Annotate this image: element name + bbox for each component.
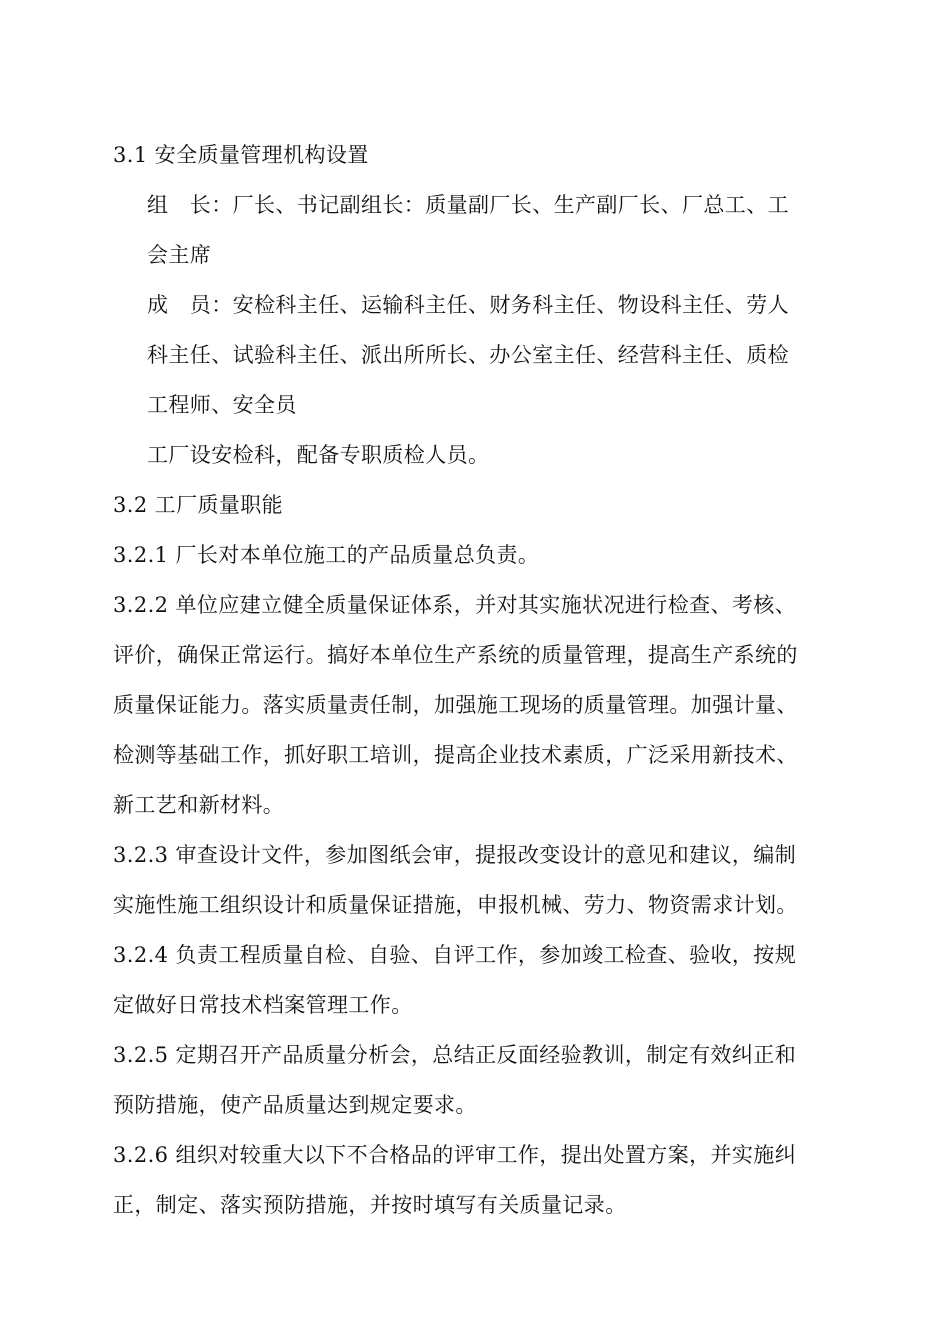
clause-3-2-2-cont-2: 质量保证能力。落实质量责任制，加强施工现场的质量管理。加强计量、 (113, 693, 798, 717)
clause-3-2-2: 3.2.2 单位应建立健全质量保证体系，并对其实施状况进行检查、考核、 (113, 593, 797, 617)
clause-3-2-1: 3.2.1 厂长对本单位施工的产品质量总负责。 (113, 543, 540, 567)
group-leader-line: 组 长：厂长、书记副组长：质量副厂长、生产副厂长、厂总工、工 (147, 193, 789, 217)
members-line-cont-2: 工程师、安全员 (147, 393, 297, 417)
section-heading-3-2: 3.2 工厂质量职能 (113, 493, 284, 517)
members-line: 成 员：安检科主任、运输科主任、财务科主任、物设科主任、劳人 (147, 293, 789, 317)
clause-3-2-3: 3.2.3 审查设计文件，参加图纸会审，提报改变设计的意见和建议，编制 (113, 843, 797, 867)
clause-3-2-6: 3.2.6 组织对较重大以下不合格品的评审工作，提出处置方案，并实施纠 (113, 1143, 797, 1167)
clause-3-2-2-cont-4: 新工艺和新材料。 (113, 793, 285, 817)
inspection-dept-line: 工厂设安检科，配备专职质检人员。 (147, 443, 490, 467)
clause-3-2-5: 3.2.5 定期召开产品质量分析会，总结正反面经验教训，制定有效纠正和 (113, 1043, 797, 1067)
clause-3-2-3-cont: 实施性施工组织设计和质量保证措施，申报机械、劳力、物资需求计划。 (113, 893, 798, 917)
clause-3-2-4: 3.2.4 负责工程质量自检、自验、自评工作，参加竣工检查、验收，按规 (113, 943, 797, 967)
group-leader-line-cont: 会主席 (147, 243, 212, 267)
clause-3-2-2-cont-3: 检测等基础工作，抓好职工培训，提高企业技术素质，广泛采用新技术、 (113, 743, 798, 767)
clause-3-2-4-cont: 定做好日常技术档案管理工作。 (113, 993, 413, 1017)
document-body (113, 130, 843, 1230)
section-heading-3-1: 3.1 安全质量管理机构设置 (113, 143, 369, 167)
clause-3-2-6-cont: 正，制定、落实预防措施，并按时填写有关质量记录。 (113, 1193, 627, 1217)
clause-3-2-2-cont-1: 评价，确保正常运行。搞好本单位生产系统的质量管理，提高生产系统的 (113, 643, 798, 667)
clause-3-2-5-cont: 预防措施，使产品质量达到规定要求。 (113, 1093, 477, 1117)
members-line-cont-1: 科主任、试验科主任、派出所所长、办公室主任、经营科主任、质检 (147, 343, 789, 367)
